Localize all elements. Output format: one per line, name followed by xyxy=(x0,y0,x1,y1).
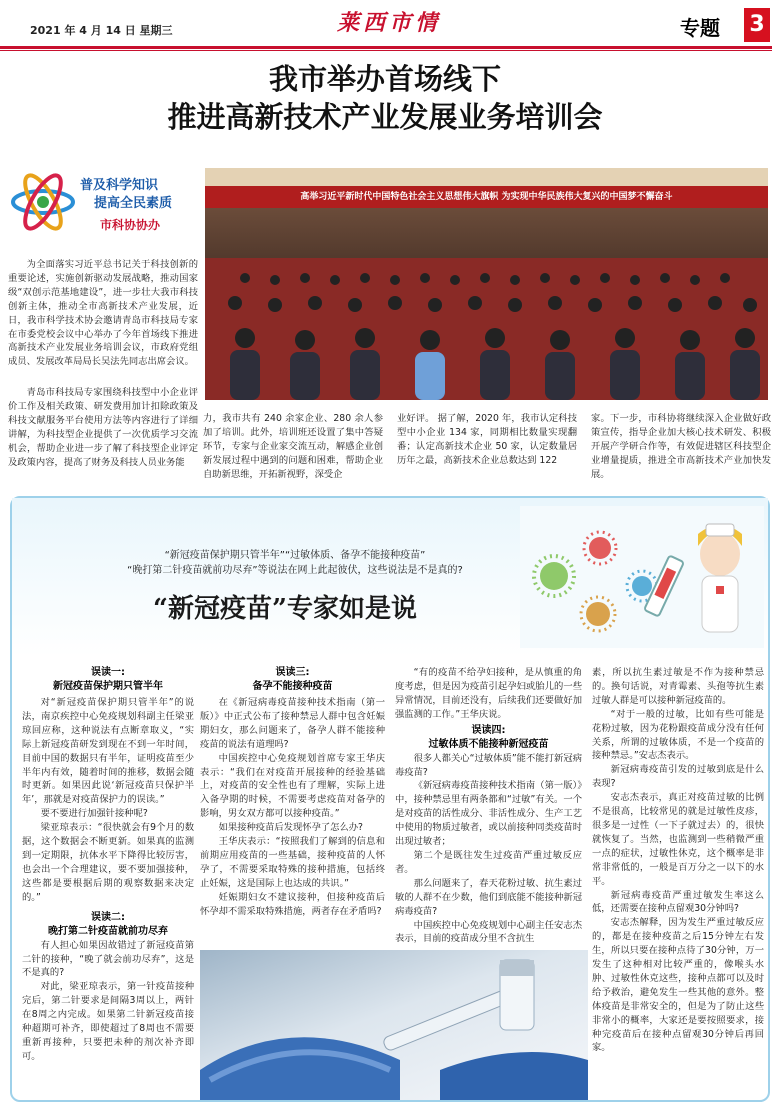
myth-2-title: 晚打第二针疫苗就前功尽弃 xyxy=(48,925,168,937)
vaccine-vial-photo xyxy=(200,950,588,1100)
syringe-vial-illustration xyxy=(200,950,588,1100)
myth-3-text-3: 王华庆表示：“按照我们了解到的信息和前期应用疫苗的一些基础，接种疫苗的人怀孕了，不需要采取特殊的接种措施，包括终止妊娠，这是国际上也达成的共识。” xyxy=(200,836,385,889)
nurse-vaccine-illustration xyxy=(520,506,764,648)
article-paragraph-5: 家。下一步，市科协将继续深入企业做好政策宣传，指导企业加大核心技术研发、积极开展产学研合作等，有效促进辖区科技型企业增量提质，推进全市高新技术产业加快发展。 xyxy=(591,413,771,480)
article-paragraph-4: 业好评。 据了解，2020 年，我市认定科技型中小企业 134 家，同期相比数量实现翻番；认定高新技术企业 50 家，认定数量居历年之最，高新技术企业总数达到 122 xyxy=(397,413,577,466)
myth-4-title: 过敏体质不能接种新冠疫苗 xyxy=(428,738,549,750)
meeting-photo xyxy=(205,168,768,400)
issue-date: 2021 年 4 月 14 日 星期三 xyxy=(30,24,173,37)
feature-lead-line1: “新冠疫苗保护期只管半年”“过敏体质、备孕不能接种疫苗” xyxy=(164,550,426,561)
myth-4-text-5: 中国疾控中心免疫规划中心副主任安志杰表示，目前的疫苗成分里不含抗生 xyxy=(395,919,582,945)
feature-title: “新冠疫苗”专家如是说 xyxy=(153,594,417,624)
myth-1-text-2: 梁亚琼表示：“很快就会有9个月的数据，这个数据会不断更新。如果真的监测到一定期限，抗体水平下降得比较厉害，也会出一个合理建议，要不要加强接种，这些都是要根据后期的观察数据来决定的。” xyxy=(22,822,194,903)
article-paragraph-2: 青岛市科技局专家围绕科技型中小企业评价工作及相关政策、研发费用加计扣除政策及科技文献服务平台使用方法等内容进行了详细讲解，为科技型企业提供了一次优质学习交流机会，帮助企业进一步了解了科技型企业评定及政策内容，提高了财务及科技人员业务能 xyxy=(8,387,198,468)
section-name: 专题 xyxy=(680,16,720,40)
myth-4-text-4: 那么问题来了，春天花粉过敏、抗生素过敏的人群不在少数，他们到底能不能接种新冠病毒疫苗? xyxy=(395,877,582,917)
myth-1-tag: 误读一: xyxy=(91,667,125,678)
feature-lead xyxy=(60,548,530,578)
header-rule-thin xyxy=(0,50,772,51)
newspaper-logo: 莱西市情 xyxy=(336,10,441,36)
col4-para-a: 素，所以抗生素过敏是不作为接种禁忌的。换句话说，对青霉素、头孢等抗生素过敏人群是可以接种新冠疫苗的。 xyxy=(592,667,764,706)
col4-para-e: 新冠病毒疫苗严重过敏发生率这么低，还需要在接种点留观30分钟吗? xyxy=(592,889,764,915)
myth-3-quote: “有的疫苗不给孕妇接种，是从慎重的角度考虑，但是因为疫苗引起孕妇或胎儿的一些异常情况，目前还没有，后续我们还要做好加强监测的工作。”王华庆说。 xyxy=(395,667,582,720)
myth-2-text: 有人担心如果因故错过了新冠疫苗第二针的接种，“晚了就会前功尽弃”，这是不是真的? xyxy=(22,939,194,979)
myth-3-text: 在《新冠病毒疫苗接种技术指南（第一版）》中正式公布了接种禁忌人群中包含妊娠期妇女，那么问题来了，备孕人群不能接种疫苗的说法有道理吗? xyxy=(200,697,385,750)
nurse-icon xyxy=(698,524,742,632)
myth-1-section xyxy=(22,666,194,1064)
meeting-banner: 高举习近平新时代中国特色社会主义思想伟大旗帜 为实现中华民族伟大复兴的中国梦不懈奋斗 xyxy=(205,186,768,208)
myth-3-text-2: 中国疾控中心免疫规划首席专家王华庆表示：“我们在对疫苗开展接种的经验基础上，对疫苗的安全性也有了理解，实际上进入备孕期的时候，不需要考虑疫苗对备孕的影响，男女双方都可以接种疫苗。” xyxy=(200,752,385,820)
headline xyxy=(60,60,710,136)
logo-organizer: 市科协协办 xyxy=(100,218,161,232)
col4-para-d: 安志杰表示，真正对疫苗过敏的比例不是很高，比较常见的就是过敏性皮疹，很多是一过性（一下子就过去）的，很快就恢复了。当然，也监测到一些稍微严重一点的症状，过敏性休克，这个概率是非常非常低的，一般是百万分之一以下的水平。 xyxy=(592,792,764,887)
logo-slogan-1: 普及科学知识 xyxy=(80,178,159,193)
header-rule xyxy=(0,46,772,49)
myth-4-text: 很多人都关心“过敏体质”能不能打新冠病毒疫苗? xyxy=(395,752,582,778)
headline-line1: 我市举办首场线下 xyxy=(268,62,501,96)
article-intro-paragraph: 为全面落实习近平总书记关于科技创新的重要论述，实施创新驱动发展战略，推动国家级“双创示范基地建设”，进一步壮大我市科技创新主体，推动全市高新技术产业发展，近日，我市科学技术协会邀请青岛市科技局专家在市委党校会议中心举办了今年首场线下推进高新技术产业发展业务培训会议，市政府党组成员、发展改革局局长吴法先同志出席会议。 xyxy=(8,259,198,368)
atom-icon xyxy=(8,167,78,237)
myth-3-title: 备孕不能接种疫苗 xyxy=(252,681,333,692)
myth-3-text-4: 妊娠期妇女不建议接种，但接种疫苗后怀孕却不需采取特殊措施，两者存在矛盾吗? xyxy=(200,891,385,917)
myth-1-text: 对“新冠疫苗保护期只管半年”的说法，南京疾控中心免疫规划科副主任梁亚琼回应称，这种说法有点断章取义，“实际上新冠疫苗研发到现在不到一年时间，目前中国的数据只有半年，证明疫苗至少半年内有效，随着时间的推移，数据会随时更新。如果因此说‘新冠疫苗只保护半年’，那就是对疫苗保护力的误读。” xyxy=(22,697,194,806)
myth-4-text-2: 《新冠病毒疫苗接种技术指南（第一版）》中，接种禁忌里有两条都和“过敏”有关。一个是对疫苗的活性成分、非活性成分、生产工艺中使用的物质过敏者，或以前接种同类疫苗时出现过敏者； xyxy=(395,780,582,848)
myth-3-section xyxy=(200,666,385,919)
myth-3-question: 如果接种疫苗后发现怀孕了怎么办? xyxy=(218,822,363,834)
page-number: 3 xyxy=(744,8,770,42)
article-paragraph-3: 力，我市共有 240 余家企业、280 余人参加了培训。此外，培训班还设置了集中答疑环节，专家与企业家交流互动，解感企业创新发展过程中遇到的问题和困难，帮助企业自助新思维，开拓新视野，深受企 xyxy=(203,413,383,480)
myth-3-tag: 误读三: xyxy=(275,667,310,678)
myth-1-title: 新冠疫苗保护期只管半年 xyxy=(53,681,163,692)
myth-1-question: 要不要进行加强针接种呢? xyxy=(40,808,148,820)
feature-lead-line2: “晚打第二针疫苗就前功尽弃”等说法在网上此起彼伏，这些说法是不是真的? xyxy=(127,565,463,576)
myth-2-text-2: 对此，梁亚琼表示，第一针疫苗接种完后，第二针要求是间隔3周以上，两针在8周之内完成。如果第二针新冠疫苗接种超期可补齐，即使超过了8周也不需要重新再接种，只要把未种的剂次补齐即可。 xyxy=(22,981,194,1062)
col4-para-f: 安志杰解释，因为发生严重过敏反应的，都是在接种疫苗之后15分钟左右发生，所以只要在接种点待了30分钟，万一发生了这种相对比较严重的，像喉头水肿、过敏性休克这些，接种点都可以及时给予救治，避免发生一些其他的意外。整体疫苗是非常安全的，但是为了防止这些非常小的概率，大家还是要按照要求，接种完疫苗后在接种点留观30分钟后再回家。 xyxy=(592,917,764,1054)
myth-4-continued xyxy=(592,666,764,1055)
col4-para-c: 新冠病毒疫苗引发的过敏到底是什么表现? xyxy=(592,764,764,790)
myth-2-tag: 误读二: xyxy=(91,911,125,923)
audience-illustration xyxy=(205,208,768,400)
myth-4-section xyxy=(395,666,582,946)
col4-para-b: “对于一般的过敏，比如有些可能是花粉过敏，因为花粉跟疫苗成分没有任何关系，所谓的过敏体质，不是一个疫苗的接种禁忌。”安志杰表示。 xyxy=(592,708,764,762)
headline-line2: 推进高新技术产业发展业务培训会 xyxy=(167,100,603,134)
myth-4-tag: 误读四: xyxy=(471,724,506,736)
logo-slogan-2: 提高全民素质 xyxy=(94,196,173,211)
myth-4-text-3: 第二个是既往发生过疫苗严重过敏反应者。 xyxy=(395,849,582,875)
